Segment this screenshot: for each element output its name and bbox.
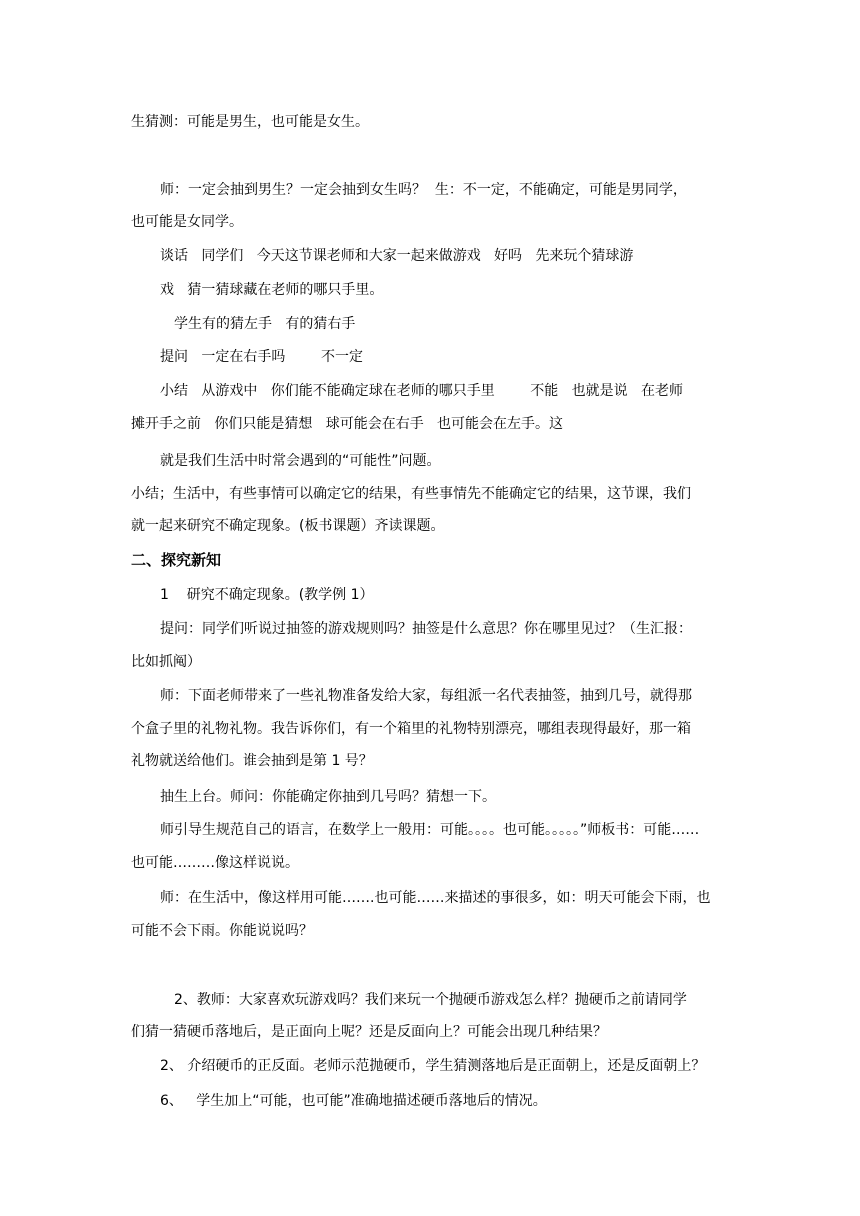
text-line: 个盒子里的礼物礼物。我告诉你们，有一个箱里的礼物特别漂亮，哪组表现得最好，那一箱 [131, 721, 691, 737]
section-heading: 二、探究新知 [131, 551, 222, 569]
text-line: 戏 猜一猜球藏在老师的哪只手里。 [160, 282, 384, 298]
text-line: 礼物就送给他们。谁会抽到是第 1 号？ [131, 753, 373, 769]
text-line: 小结；生活中，有些事情可以确定它的结果，有些事情先不能确定它的结果，这节课，我们 [131, 486, 691, 502]
text-line: 们猜一猜硬币落地后，是正面向上呢？还是反面向上？可能会出现几种结果？ [131, 1024, 607, 1040]
text-line: 谈话 同学们 今天这节课老师和大家一起来做游戏 好吗 先来玩个猜球游 [160, 248, 634, 264]
text-line: 师：在生活中，像这样用可能…….也可能……来描述的事很多，如：明天可能会下雨，也 [160, 890, 711, 906]
text-line: 也可能是女同学。 [131, 214, 243, 230]
text-line: 小结 从游戏中 你们能不能确定球在老师的哪只手里 不能 也就是说 在老师 [160, 383, 684, 399]
text-line: 学生有的猜左手 有的猜右手 [174, 316, 356, 332]
text-line: 师：一定会抽到男生？一定会抽到女生吗？ 生：不一定，不能确定，可能是男同学， [160, 182, 687, 198]
text-line: 比如抓阄） [131, 654, 201, 670]
text-line: 摊开手之前 你们只能是猜想 球可能会在右手 也可能会在左手。这 [131, 416, 564, 432]
text-line: 可能不会下雨。你能说说吗？ [131, 923, 313, 939]
text-line: 抽生上台。师问：你能确定你抽到几号吗？猜想一下。 [160, 789, 496, 805]
text-line: 2、 介绍硬币的正反面。老师示范抛硬币，学生猜测落地后是正面朝上，还是反面朝上？ [160, 1058, 706, 1074]
text-line: 就是我们生活中时常会遇到的“可能性”问题。 [160, 453, 441, 469]
text-line: 师引导生规范自己的语言，在数学上一般用：可能。。。。也可能。。。。。”师板书：可能…… [160, 822, 700, 838]
text-line: 1 研究不确定现象。(教学例 1） [160, 587, 374, 603]
text-line: 就一起来研究不确定现象。(板书课题）齐读课题。 [131, 518, 445, 534]
text-line: 2、教师：大家喜欢玩游戏吗？我们来玩一个抛硬币游戏怎么样？抛硬币之前请同学 [174, 992, 687, 1008]
text-line: 6、 学生加上“可能，也可能”准确地描述硬币落地后的情况。 [160, 1093, 547, 1109]
text-line: 也可能………像这样说说。 [131, 855, 299, 871]
text-line: 师：下面老师带来了一些礼物准备发给大家，每组派一名代表抽签，抽到几号，就得那 [160, 688, 692, 704]
text-line: 提问 一定在右手吗 不一定 [160, 349, 363, 365]
text-line: 生猜测：可能是男生，也可能是女生。 [131, 114, 369, 130]
text-line: 提问：同学们听说过抽签的游戏规则吗？抽签是什么意思？你在哪里见过？（生汇报： [160, 621, 692, 637]
